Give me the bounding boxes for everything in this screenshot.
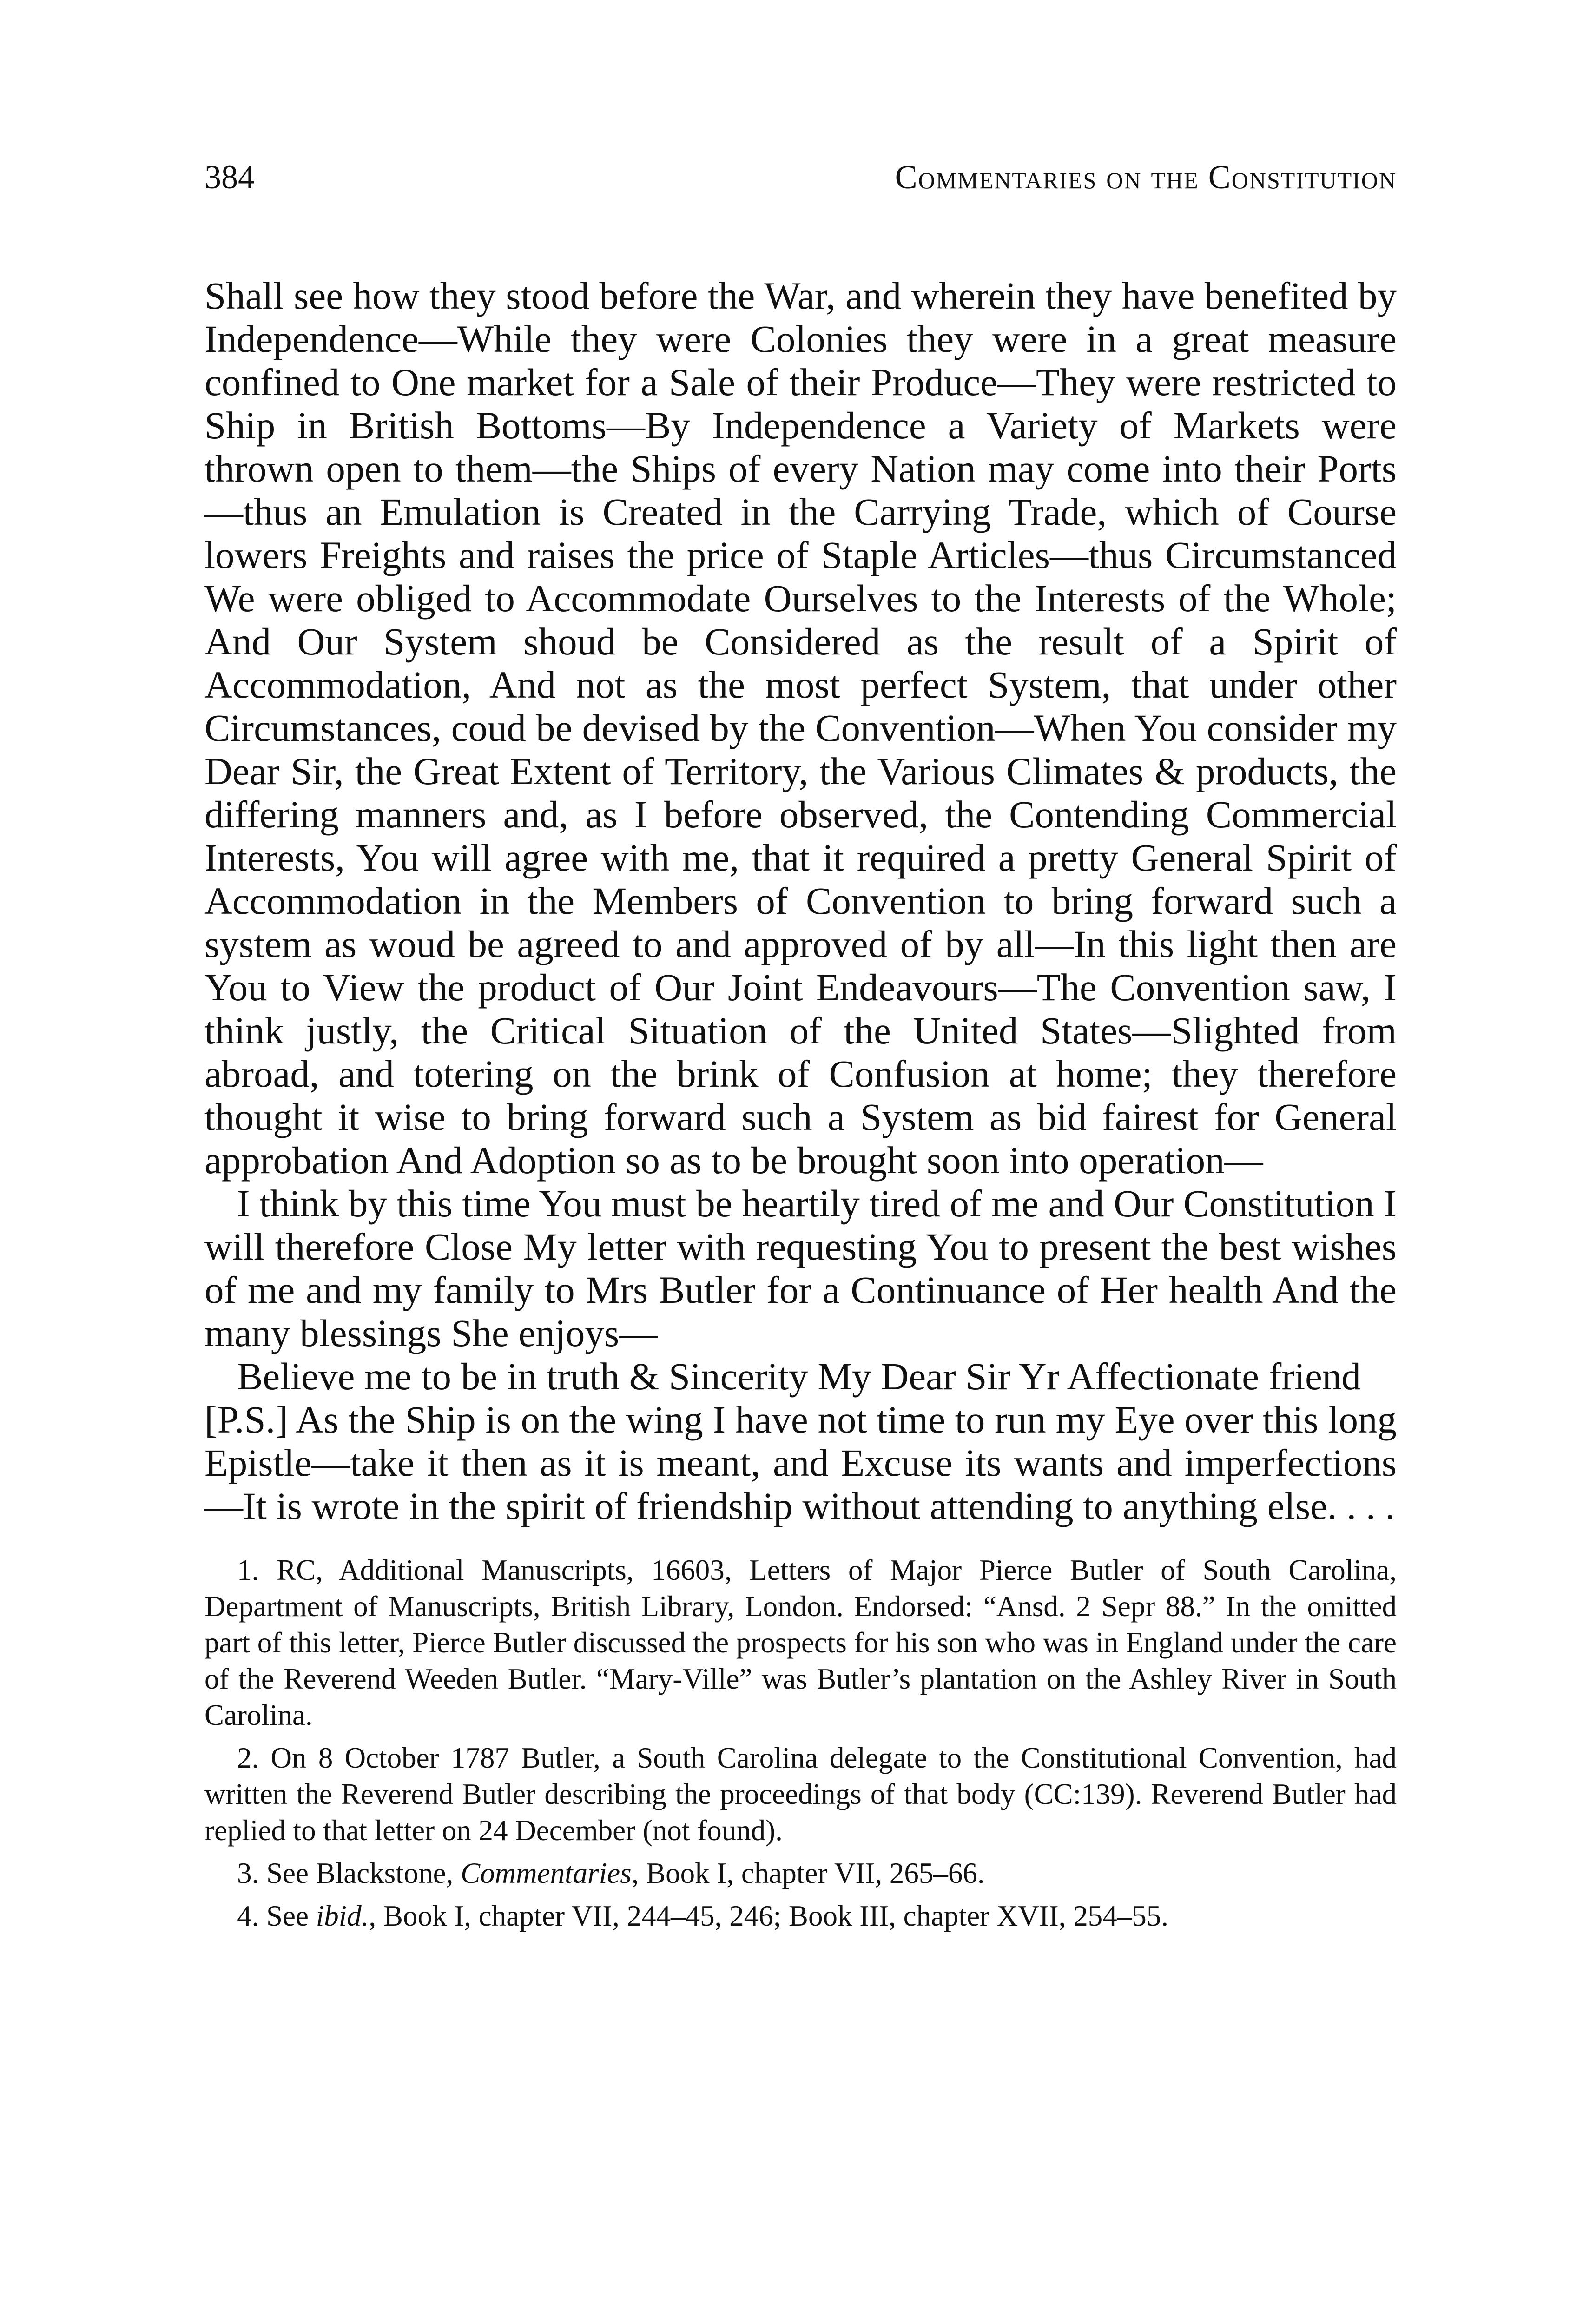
paragraph-1: Shall see how they stood before the War, and wherein they have benefited by Independence—While they were Colonies they were in a great measure confined to One market for a Sale of their Produce—They were restricted to Ship in British Bottoms—By Independence a Variety of Markets were thrown open to them—the Ships of every Nation may come into their Ports—thus an Emulation is Created in the Carrying Trade, which of Course lowers Freights and raises the price of Staple Articles—thus Circumstanced We were obliged to Accommodate Ourselves to the Interests of the Whole; And Our System shoud be Considered as the result of a Spirit of Accommodation, And not as the most perfect System, that under other Circumstances, coud be devised by the Convention—When You consider my Dear Sir, the Great Extent of Territory, the Various Climates & products, the differing manners and, as I before observed, the Contending Commercial Interests, You will agree with me, that it required a pretty General Spirit of Accommodation in the Members of Convention to bring forward such a system as woud be agreed to and approved of by all—In this light then are You to View the product of Our Joint Endeavours—The Convention saw, I think justly, the Critical Situation of the United States—Slighted from abroad, and totering on the brink of Confusion at home; they therefore thought it wise to bring forward such a System as bid fairest for General approbation And Adoption so as to be brought soon into operation— [204,274,1397,1182]
footnote-2: 2. On 8 October 1787 Butler, a South Carolina delegate to the Constitutional Convention, had written the Reverend Butler describing the proceedings of that body (CC:139). Reverend Butler had replied to that letter on 24 December (not found). [204,1742,1397,1847]
running-title: Commentaries on the Constitution [895,158,1397,196]
postscript: [P.S.] As the Ship is on the wing I have not time to run my Eye over this long Epistle—take it then as it is meant, and Excuse its wants and imperfections—It is wrote in the spirit of friendship without attending to anything else. . . . [204,1398,1397,1527]
letter-text [204,274,1397,1528]
paragraph-3: Believe me to be in truth & Sincerity My Dear Sir Yr Affectionate friend [237,1355,1361,1398]
footnote-4-suffix: , Book I, chapter VII, 244–45, 246; Book III, chapter XVII, 254–55. [369,1900,1168,1932]
footnote-1: 1. RC, Additional Manuscripts, 16603, Letters of Major Pierce Butler of South Carolina, Department of Manuscripts, British Library, London. Endorsed: “Ansd. 2 Sepr 88.” In the omitted part of this letter, Pierce Butler discussed the prospects for his son who was in England under the care of the Reverend Weeden Butler. “Mary-Ville” was Butler’s plantation on the Ashley River in South Carolina. [204,1554,1397,1731]
page-number: 384 [204,158,255,196]
running-head [204,160,1397,216]
footnote-3-prefix: 3. See Blackstone, [237,1857,461,1889]
footnote-4 [204,1898,1397,1934]
footnotes [204,1552,1397,1934]
document-page [204,160,1397,1941]
footnote-3-suffix: , Book I, chapter VII, 265–66. [631,1857,985,1889]
footnote-4-prefix: 4. See [237,1900,316,1932]
footnote-3-title: Commentaries [461,1857,632,1889]
paragraph-2: I think by this time You must be heartily tired of me and Our Constitution I will therefore Close My letter with requesting You to present the best wishes of me and my family to Mrs Butler for a Continuance of Her health And the many blessings She enjoys— [204,1182,1397,1354]
footnote-4-title: ibid. [316,1900,369,1932]
footnote-3 [204,1855,1397,1891]
